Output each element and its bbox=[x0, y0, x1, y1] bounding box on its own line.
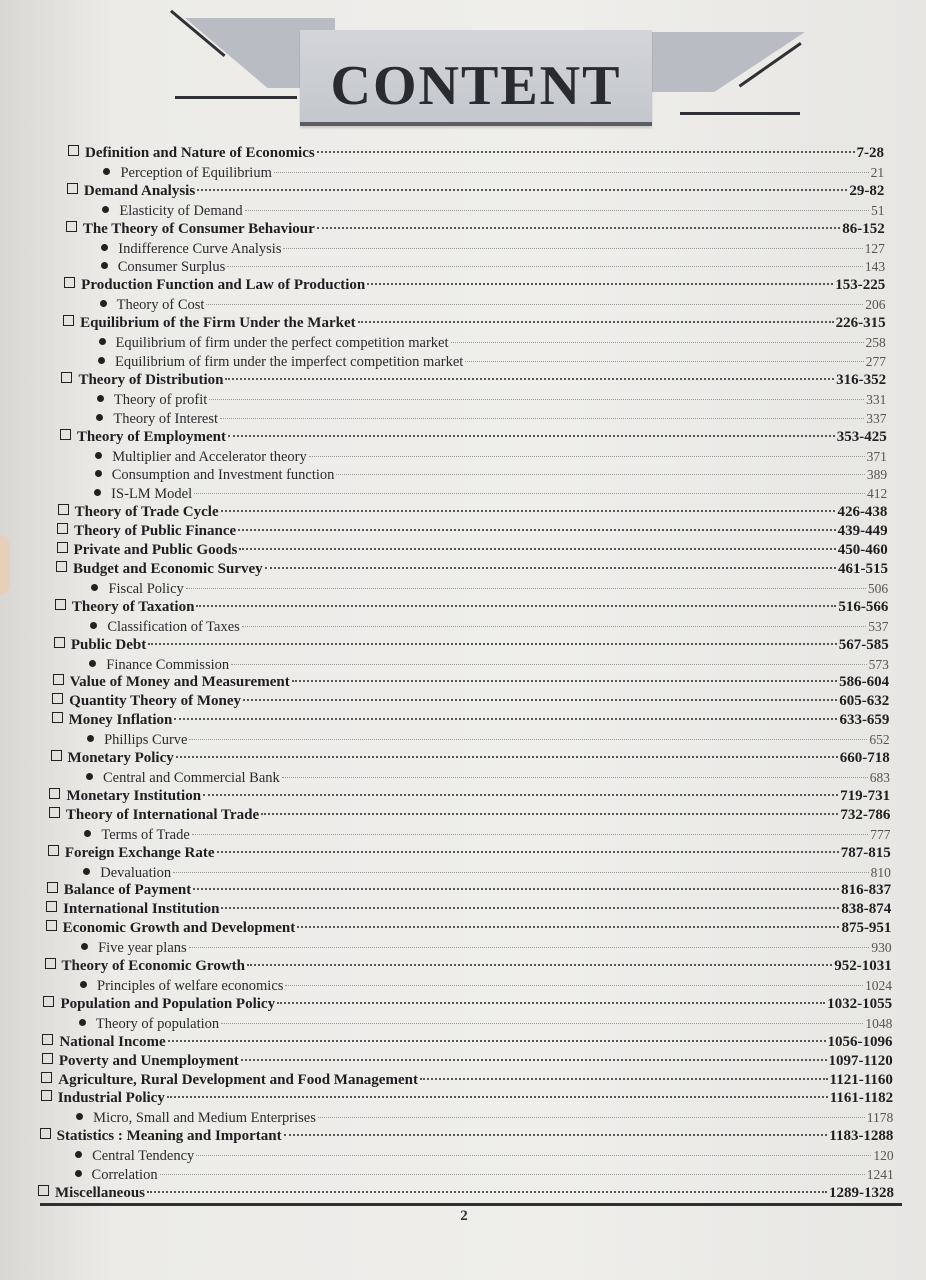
toc-entry-label: Consumption and Investment function bbox=[111, 467, 335, 484]
toc-entry-label: Central Tendency bbox=[92, 1148, 195, 1165]
toc-entry-label: Value of Money and Measurement bbox=[69, 674, 290, 691]
checkbox-icon bbox=[68, 145, 79, 156]
dot-leader bbox=[247, 964, 832, 966]
toc-chapter-row bbox=[52, 711, 890, 730]
toc-entry-page: 426-438 bbox=[837, 504, 888, 521]
toc-entry-page: 1024 bbox=[865, 978, 892, 993]
toc-entry-label: Finance Commission bbox=[106, 656, 230, 673]
bullet-icon bbox=[97, 395, 104, 402]
toc-entry-page: 51 bbox=[871, 202, 885, 218]
bullet-icon bbox=[89, 660, 96, 667]
checkbox-icon bbox=[54, 637, 65, 648]
toc-topic-row bbox=[97, 390, 886, 409]
checkbox-icon bbox=[56, 561, 67, 572]
toc-topic-row bbox=[86, 768, 890, 787]
toc-entry-page: 875-951 bbox=[841, 920, 892, 937]
bullet-icon bbox=[75, 1151, 82, 1158]
toc-chapter-row bbox=[58, 503, 888, 522]
toc-chapter-row bbox=[54, 636, 889, 655]
dot-leader bbox=[167, 1096, 828, 1098]
dot-leader bbox=[189, 947, 870, 948]
dot-leader bbox=[221, 907, 839, 909]
toc-entry-label: Definition and Nature of Economics bbox=[85, 145, 315, 161]
toc-chapter-row bbox=[67, 182, 884, 201]
toc-chapter-row bbox=[46, 900, 891, 919]
toc-entry-label: Quantity Theory of Money bbox=[69, 693, 241, 710]
dot-leader bbox=[309, 456, 865, 457]
checkbox-icon bbox=[67, 183, 78, 194]
toc-topic-row bbox=[101, 257, 885, 276]
checkbox-icon bbox=[38, 1185, 49, 1196]
checkbox-icon bbox=[51, 750, 62, 761]
dot-leader bbox=[189, 739, 867, 740]
bullet-icon bbox=[103, 168, 110, 175]
toc-chapter-row bbox=[48, 844, 891, 863]
toc-entry-label: Balance of Payment bbox=[63, 882, 192, 899]
toc-topic-row bbox=[95, 465, 887, 484]
toc-entry-page: 633-659 bbox=[839, 712, 890, 729]
toc-chapter-row bbox=[57, 522, 888, 541]
toc-topic-row bbox=[80, 976, 892, 995]
checkbox-icon bbox=[43, 996, 54, 1007]
toc-entry-page: 226-315 bbox=[835, 315, 886, 332]
toc-entry-label: Budget and Economic Survey bbox=[73, 561, 263, 577]
checkbox-icon bbox=[42, 1053, 53, 1064]
toc-chapter-row bbox=[42, 1033, 892, 1052]
toc-entry-page: 1161-1182 bbox=[829, 1090, 894, 1107]
toc-entry-label: Theory of Cost bbox=[116, 297, 205, 314]
checkbox-icon bbox=[52, 693, 63, 704]
toc-entry-label: Correlation bbox=[91, 1167, 158, 1184]
toc-chapter-row bbox=[45, 957, 892, 976]
toc-chapter-row bbox=[52, 692, 889, 711]
bullet-icon bbox=[94, 489, 101, 496]
toc-entry-label: Indifference Curve Analysis bbox=[118, 240, 282, 257]
toc-entry-page: 127 bbox=[864, 240, 885, 256]
toc-entry-label: Economic Growth and Development bbox=[62, 920, 296, 937]
toc-topic-row bbox=[90, 617, 888, 636]
toc-entry-label: Miscellaneous bbox=[55, 1185, 145, 1201]
bullet-icon bbox=[99, 338, 106, 345]
toc-chapter-row bbox=[47, 881, 891, 900]
checkbox-icon bbox=[46, 901, 57, 912]
toc-entry-label: Agriculture, Rural Development and Food Management bbox=[58, 1071, 418, 1088]
dot-leader bbox=[148, 643, 836, 645]
checkbox-icon bbox=[55, 599, 66, 610]
bullet-icon bbox=[86, 773, 93, 780]
checkbox-icon bbox=[41, 1090, 52, 1101]
dot-leader bbox=[317, 227, 840, 229]
toc-entry-label: Industrial Policy bbox=[57, 1090, 165, 1107]
toc-entry-page: 143 bbox=[864, 259, 886, 275]
dot-leader bbox=[367, 283, 833, 285]
toc-entry-page: 573 bbox=[868, 656, 889, 672]
toc-entry-page: 816-837 bbox=[841, 882, 892, 899]
dot-leader bbox=[242, 626, 867, 627]
toc-chapter-row bbox=[42, 1052, 893, 1071]
dot-leader bbox=[225, 378, 834, 380]
toc-entry-page: 258 bbox=[865, 335, 886, 351]
toc-entry-page: 652 bbox=[869, 732, 890, 748]
dot-leader bbox=[282, 777, 868, 778]
toc-entry-label: Equilibrium of the Firm Under the Market bbox=[80, 315, 356, 332]
checkbox-icon bbox=[61, 372, 72, 383]
bullet-icon bbox=[80, 981, 87, 988]
toc-entry-label: The Theory of Consumer Behaviour bbox=[82, 220, 315, 237]
checkbox-icon bbox=[45, 958, 56, 969]
toc-entry-page: 1183-1288 bbox=[829, 1128, 894, 1145]
toc-entry-label: Terms of Trade bbox=[101, 826, 190, 843]
dot-leader bbox=[194, 493, 865, 494]
dot-leader bbox=[284, 1134, 828, 1136]
toc-entry-label: Consumer Surplus bbox=[117, 259, 226, 276]
toc-entry-page: 537 bbox=[868, 618, 889, 634]
toc-entry-page: 331 bbox=[866, 391, 887, 407]
toc-topic-row bbox=[96, 409, 886, 428]
toc-entry-label: National Income bbox=[59, 1033, 166, 1050]
toc-entry-page: 1241 bbox=[866, 1167, 894, 1183]
toc-entry-page: 86-152 bbox=[842, 220, 885, 237]
toc-entry-page: 21 bbox=[870, 164, 885, 180]
dot-leader bbox=[265, 567, 836, 569]
toc-entry-label: Theory of Economic Growth bbox=[61, 958, 245, 975]
checkbox-icon bbox=[64, 277, 75, 288]
toc-topic-row bbox=[75, 1165, 894, 1184]
dot-leader bbox=[176, 756, 838, 758]
dot-leader bbox=[186, 588, 866, 589]
checkbox-icon bbox=[57, 523, 68, 534]
toc-entry-label: Statistics : Meaning and Important bbox=[56, 1128, 282, 1145]
dot-leader bbox=[243, 699, 837, 701]
toc-entry-page: 7-28 bbox=[856, 145, 884, 161]
toc-entry-label: Theory of Interest bbox=[113, 410, 219, 427]
dot-leader bbox=[358, 321, 834, 323]
toc-entry-label: Theory of Employment bbox=[76, 428, 226, 445]
toc-entry-page: 371 bbox=[866, 448, 887, 464]
toc-entry-page: 930 bbox=[871, 940, 892, 956]
toc-chapter-row bbox=[66, 220, 885, 239]
bullet-icon bbox=[100, 300, 107, 307]
checkbox-icon bbox=[66, 221, 77, 232]
toc-entry-label: Theory of Public Finance bbox=[74, 523, 237, 540]
toc-topic-row bbox=[91, 579, 888, 598]
toc-topic-row bbox=[100, 295, 886, 314]
toc-entry-label: International Institution bbox=[63, 901, 220, 918]
toc-entry-label: Five year plans bbox=[98, 940, 187, 957]
toc-chapter-row bbox=[53, 673, 889, 692]
page-title: CONTENT bbox=[330, 55, 622, 117]
bullet-icon bbox=[79, 1019, 86, 1026]
toc-topic-row bbox=[87, 730, 890, 749]
toc-chapter-row bbox=[60, 428, 887, 447]
toc-entry-page: 810 bbox=[870, 864, 891, 880]
toc-topic-row bbox=[98, 352, 886, 371]
toc-entry-label: Devaluation bbox=[100, 864, 172, 881]
toc-topic-row bbox=[99, 333, 886, 352]
toc-entry-label: Elasticity of Demand bbox=[119, 202, 243, 219]
toc-topic-row bbox=[81, 938, 892, 957]
toc-entry-page: 1056-1096 bbox=[827, 1033, 893, 1050]
dot-leader bbox=[193, 888, 839, 890]
toc-entry-label: Equilibrium of firm under the perfect competition market bbox=[115, 335, 449, 352]
toc-entry-page: 586-604 bbox=[839, 674, 890, 691]
bullet-icon bbox=[95, 452, 102, 459]
checkbox-icon bbox=[46, 920, 57, 931]
dot-leader bbox=[241, 1059, 827, 1061]
dot-leader bbox=[209, 399, 864, 400]
toc-chapter-row bbox=[41, 1071, 893, 1090]
toc-entry-page: 683 bbox=[869, 770, 890, 785]
toc-chapter-row bbox=[56, 560, 888, 579]
bullet-icon bbox=[83, 868, 90, 875]
toc-entry-page: 567-585 bbox=[838, 636, 889, 653]
toc-chapter-row bbox=[64, 276, 885, 295]
toc-entry-label: Population and Population Policy bbox=[60, 995, 276, 1012]
toc-entry-label: Poverty and Unemployment bbox=[58, 1052, 239, 1069]
checkbox-icon bbox=[48, 845, 59, 856]
toc-chapter-row bbox=[51, 749, 890, 768]
dot-leader bbox=[318, 1117, 865, 1118]
checkbox-icon bbox=[63, 315, 74, 326]
toc-entry-label: Multiplier and Accelerator theory bbox=[112, 448, 307, 465]
toc-entry-label: Central and Commercial Bank bbox=[103, 770, 280, 786]
toc-entry-page: 120 bbox=[873, 1148, 894, 1164]
toc-topic-row bbox=[75, 1146, 894, 1165]
toc-entry-page: 516-566 bbox=[838, 598, 889, 615]
checkbox-icon bbox=[47, 882, 58, 893]
toc-chapter-row bbox=[49, 806, 890, 825]
toc-topic-row bbox=[95, 447, 887, 466]
dot-leader bbox=[221, 510, 836, 512]
toc-entry-page: 153-225 bbox=[835, 277, 886, 294]
toc-entry-page: 777 bbox=[870, 826, 891, 842]
toc-entry-page: 838-874 bbox=[841, 901, 892, 918]
bullet-icon bbox=[102, 206, 109, 213]
toc-entry-page: 660-718 bbox=[839, 750, 890, 767]
toc-entry-page: 506 bbox=[867, 580, 889, 596]
toc-entry-page: 1289-1328 bbox=[829, 1185, 894, 1201]
dot-leader bbox=[174, 718, 837, 720]
dot-leader bbox=[297, 926, 839, 928]
toc-entry-page: 353-425 bbox=[836, 428, 887, 445]
dot-leader bbox=[227, 266, 863, 267]
checkbox-icon bbox=[52, 712, 63, 723]
toc-entry-page: 29-82 bbox=[849, 182, 885, 199]
toc-entry-label: Monetary Institution bbox=[66, 787, 202, 804]
dot-leader bbox=[206, 304, 863, 305]
dot-leader bbox=[277, 1002, 825, 1004]
dot-leader bbox=[420, 1078, 828, 1080]
toc-entry-label: IS-LM Model bbox=[111, 486, 193, 503]
bullet-icon bbox=[76, 1113, 83, 1120]
toc-topic-row bbox=[103, 163, 884, 182]
dot-leader bbox=[217, 851, 839, 853]
dot-leader bbox=[196, 605, 836, 607]
toc-entry-page: 952-1031 bbox=[834, 958, 892, 975]
toc-chapter-row bbox=[38, 1184, 894, 1203]
dot-leader bbox=[231, 664, 867, 665]
toc-entry-label: Private and Public Goods bbox=[73, 542, 238, 559]
dot-leader bbox=[336, 474, 864, 475]
bullet-icon bbox=[95, 470, 102, 477]
dot-leader bbox=[160, 1174, 865, 1175]
dot-leader bbox=[238, 529, 835, 531]
bullet-icon bbox=[75, 1170, 82, 1177]
toc-entry-label: Theory of Taxation bbox=[71, 598, 195, 615]
dot-leader bbox=[317, 151, 855, 153]
dot-leader bbox=[239, 548, 836, 550]
dot-leader bbox=[203, 794, 838, 796]
toc-entry-page: 787-815 bbox=[840, 844, 891, 861]
dot-leader bbox=[292, 680, 837, 682]
toc-entry-label: Foreign Exchange Rate bbox=[64, 844, 215, 861]
checkbox-icon bbox=[49, 788, 60, 799]
checkbox-icon bbox=[53, 674, 64, 685]
bullet-icon bbox=[96, 414, 103, 421]
toc-chapter-row bbox=[49, 787, 890, 806]
bullet-icon bbox=[81, 943, 88, 950]
dot-leader bbox=[196, 1155, 871, 1156]
checkbox-icon bbox=[40, 1128, 51, 1139]
bullet-icon bbox=[98, 357, 105, 364]
toc-topic-row bbox=[89, 655, 889, 674]
bullet-icon bbox=[87, 735, 94, 742]
toc-chapter-row bbox=[63, 314, 886, 333]
checkbox-icon bbox=[60, 429, 71, 440]
toc-entry-page: 605-632 bbox=[839, 693, 890, 710]
toc-topic-row bbox=[101, 239, 885, 258]
toc-entry-page: 1032-1055 bbox=[827, 995, 893, 1012]
toc-entry-label: Classification of Taxes bbox=[107, 618, 240, 635]
dot-leader bbox=[228, 435, 835, 437]
toc-chapter-row bbox=[55, 598, 888, 617]
toc-entry-page: 337 bbox=[866, 410, 887, 426]
toc-entry-page: 1178 bbox=[866, 1110, 894, 1126]
dot-leader bbox=[221, 1023, 863, 1024]
toc-topic-row bbox=[84, 825, 890, 844]
toc-entry-page: 206 bbox=[865, 297, 886, 313]
bullet-icon bbox=[101, 244, 108, 251]
toc-entry-label: Public Debt bbox=[70, 636, 147, 653]
toc-entry-label: Perception of Equilibrium bbox=[120, 164, 272, 181]
bullet-icon bbox=[101, 262, 108, 269]
toc-chapter-row bbox=[61, 371, 886, 390]
toc-entry-page: 389 bbox=[866, 467, 888, 483]
toc-entry-label: Phillips Curve bbox=[104, 732, 188, 749]
toc-entry-label: Money Inflation bbox=[68, 712, 173, 729]
toc-entry-page: 277 bbox=[865, 354, 886, 369]
bullet-icon bbox=[91, 584, 98, 591]
toc-chapter-row bbox=[68, 144, 884, 163]
toc-entry-label: Equilibrium of firm under the imperfect competition market bbox=[115, 354, 464, 370]
toc-chapter-row bbox=[46, 919, 892, 938]
toc-entry-label: Theory of population bbox=[95, 1015, 220, 1032]
checkbox-icon bbox=[41, 1072, 52, 1083]
checkbox-icon bbox=[49, 807, 60, 818]
dot-leader bbox=[168, 1040, 826, 1042]
toc-entry-label: Theory of Trade Cycle bbox=[74, 504, 219, 521]
toc-entry-page: 439-449 bbox=[837, 523, 888, 540]
toc-entry-page: 1097-1120 bbox=[828, 1052, 893, 1069]
footer-rule bbox=[40, 1203, 902, 1206]
toc-entry-page: 1048 bbox=[865, 1015, 893, 1031]
toc-entry-label: Fiscal Policy bbox=[108, 580, 184, 597]
toc-topic-row bbox=[83, 863, 891, 882]
toc-entry-label: Principles of welfare economics bbox=[97, 978, 284, 994]
toc-entry-label: Theory of profit bbox=[113, 391, 208, 408]
toc-chapter-row bbox=[57, 541, 888, 560]
toc-entry-page: 719-731 bbox=[840, 787, 891, 804]
toc-chapter-row bbox=[43, 995, 892, 1014]
dot-leader bbox=[285, 985, 863, 986]
bullet-icon bbox=[84, 830, 91, 837]
toc-topic-row bbox=[102, 201, 884, 220]
dot-leader bbox=[147, 1191, 827, 1193]
dot-leader bbox=[197, 189, 847, 191]
toc-entry-page: 1121-1160 bbox=[829, 1071, 893, 1088]
dot-leader bbox=[245, 210, 869, 211]
toc-entry-page: 450-460 bbox=[837, 542, 888, 559]
toc-topic-row bbox=[79, 1014, 892, 1033]
dot-leader bbox=[220, 418, 864, 419]
bullet-icon bbox=[90, 622, 97, 629]
dot-leader bbox=[261, 813, 838, 815]
toc-entry-label: Theory of Distribution bbox=[78, 371, 224, 388]
page-number: 2 bbox=[460, 1208, 468, 1224]
checkbox-icon bbox=[58, 504, 69, 515]
toc-entry-page: 316-352 bbox=[836, 371, 887, 388]
toc-entry-label: Monetary Policy bbox=[67, 750, 174, 767]
checkbox-icon bbox=[42, 1034, 53, 1045]
toc-entry-label: Demand Analysis bbox=[83, 182, 196, 199]
toc-chapter-row bbox=[41, 1089, 893, 1108]
checkbox-icon bbox=[57, 542, 68, 553]
toc-entry-page: 412 bbox=[867, 486, 888, 502]
dot-leader bbox=[283, 248, 862, 249]
toc-entry-page: 732-786 bbox=[840, 806, 891, 823]
dot-leader bbox=[192, 834, 869, 835]
toc-topic-row bbox=[76, 1108, 893, 1127]
toc-topic-row bbox=[94, 484, 887, 503]
toc-entry-page: 461-515 bbox=[838, 561, 888, 577]
toc-entry-label: Theory of International Trade bbox=[65, 806, 260, 823]
toc-entry-label: Production Function and Law of Production bbox=[81, 277, 366, 294]
dot-leader bbox=[274, 172, 869, 173]
dot-leader bbox=[173, 872, 869, 873]
toc-chapter-row bbox=[40, 1127, 894, 1146]
toc-entry-label: Micro, Small and Medium Enterprises bbox=[93, 1110, 316, 1127]
dot-leader bbox=[465, 361, 863, 362]
dot-leader bbox=[451, 342, 864, 343]
